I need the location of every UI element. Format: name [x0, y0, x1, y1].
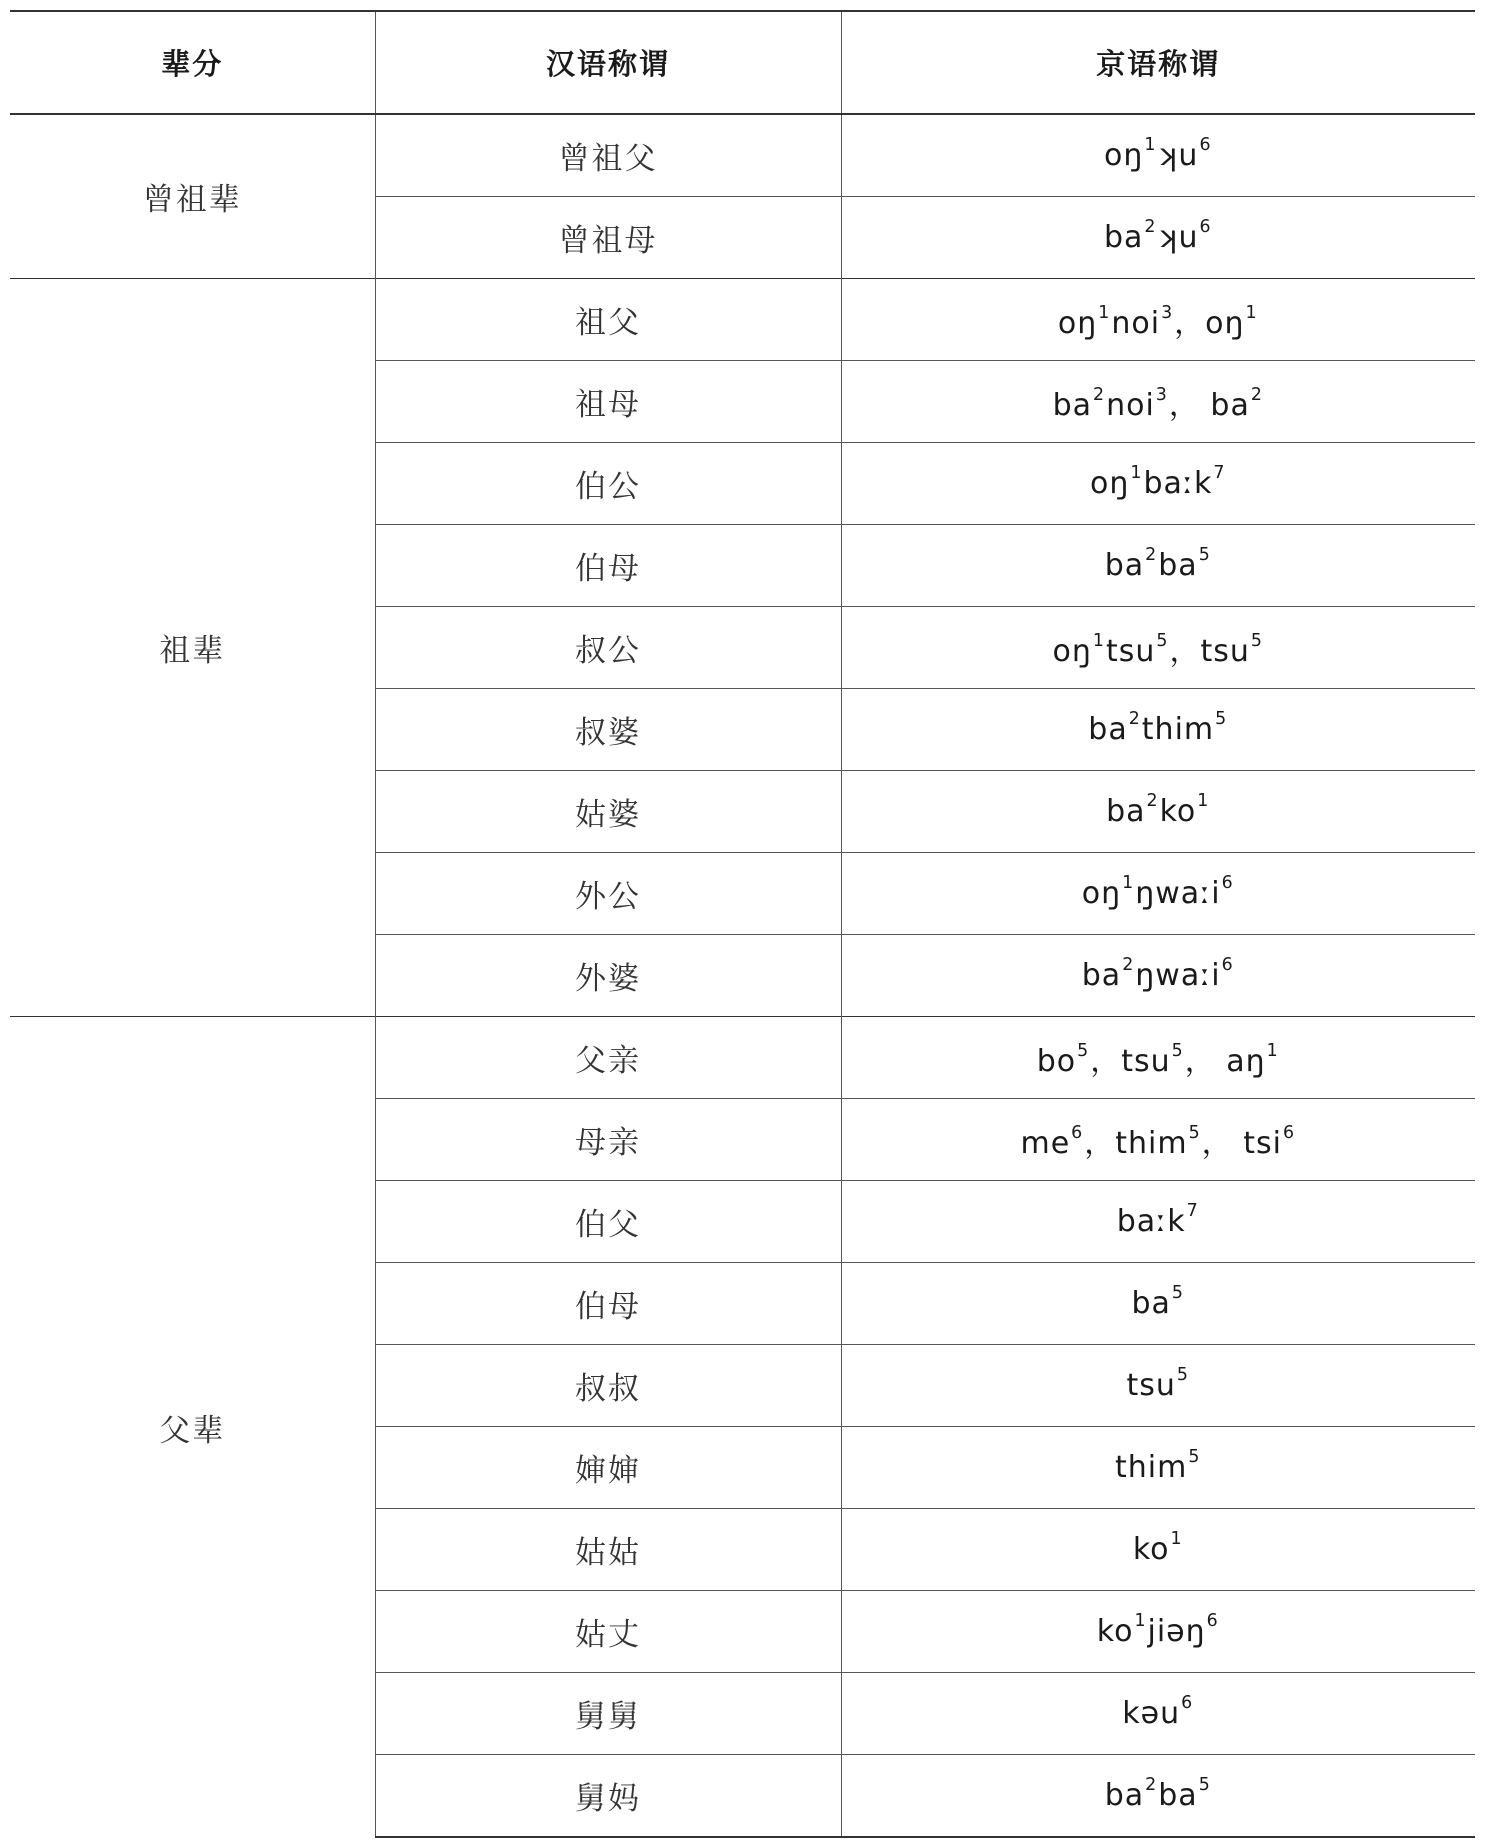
kinh-term-cell: $bo^5$，tsu$^5$， $aŋ^1$ [841, 1017, 1475, 1099]
kinh-term-cell: $oŋ^1ʞu^6$ [841, 114, 1475, 197]
table-row [10, 114, 1475, 197]
kinh-term-cell: kəu$^6$ [841, 1673, 1475, 1755]
chinese-term-cell: 母亲 [375, 1099, 841, 1181]
chinese-term-cell: 姑婆 [375, 771, 841, 853]
chinese-term-cell: 曾祖父 [375, 114, 841, 197]
header-row [10, 11, 1475, 114]
kinh-term-cell: $ba^2ŋwaːi^6$ [841, 935, 1475, 1017]
chinese-term-cell: 外公 [375, 853, 841, 935]
chinese-term-cell: 祖父 [375, 279, 841, 361]
kinh-term-cell: $ba^2ba^5$ [841, 1755, 1475, 1838]
chinese-term-cell: 舅舅 [375, 1673, 841, 1755]
generation-cell: 父辈 [10, 1017, 375, 1838]
kinh-term-cell: $ba^2ba^5$ [841, 525, 1475, 607]
chinese-term-cell: 祖母 [375, 361, 841, 443]
chinese-term-cell: 姑姑 [375, 1509, 841, 1591]
table-body [10, 114, 1475, 1837]
kinh-term-cell: baːk$^7$ [841, 1181, 1475, 1263]
kinh-term-cell: $me^6$，thim$^5$， tsi$^6$ [841, 1099, 1475, 1181]
chinese-term-cell: 叔叔 [375, 1345, 841, 1427]
kinh-term-cell: $ba^2noi^3$， $ba^2$ [841, 361, 1475, 443]
chinese-term-cell: 伯母 [375, 1263, 841, 1345]
table-header [10, 11, 1475, 114]
kinh-term-cell: $ko^1jiəŋ^6$ [841, 1591, 1475, 1673]
chinese-term-cell: 叔婆 [375, 689, 841, 771]
kinh-term-cell: $ko^1$ [841, 1509, 1475, 1591]
chinese-term-cell: 伯公 [375, 443, 841, 525]
kinh-term-cell: $ba^2ko^1$ [841, 771, 1475, 853]
generation-column-header: 辈分 [10, 11, 375, 114]
chinese-term-cell: 曾祖母 [375, 197, 841, 279]
table-row [10, 279, 1475, 361]
generation-cell: 祖辈 [10, 279, 375, 1017]
kinh-term-cell: $ba^2thim^5$ [841, 689, 1475, 771]
chinese-term-cell: 外婆 [375, 935, 841, 1017]
table-row [10, 1017, 1475, 1099]
chinese-term-cell: 父亲 [375, 1017, 841, 1099]
kinh-term-cell: thim$^5$ [841, 1427, 1475, 1509]
kinh-term-cell: $ba^5$ [841, 1263, 1475, 1345]
chinese-term-cell: 舅妈 [375, 1755, 841, 1838]
kinh-term-cell: $oŋ^1ŋwaːi^6$ [841, 853, 1475, 935]
kinh-term-column-header: 京语称谓 [841, 11, 1475, 114]
chinese-term-column-header: 汉语称谓 [375, 11, 841, 114]
kinh-term-cell: tsu$^5$ [841, 1345, 1475, 1427]
kinh-term-cell: $oŋ^1noi^3$，$oŋ^1$ [841, 279, 1475, 361]
chinese-term-cell: 姑丈 [375, 1591, 841, 1673]
chinese-term-cell: 伯母 [375, 525, 841, 607]
chinese-term-cell: 婶婶 [375, 1427, 841, 1509]
generation-cell: 曾祖辈 [142, 182, 242, 218]
kinh-term-cell: $ba^2ʞu^6$ [841, 197, 1475, 279]
kinh-term-cell: $oŋ^1tsu^5$，tsu$^5$ [841, 607, 1475, 689]
kinship-terms-table [10, 10, 1475, 1838]
chinese-term-cell: 伯父 [375, 1181, 841, 1263]
chinese-term-cell: 叔公 [375, 607, 841, 689]
kinh-term-cell: $oŋ^1baːk^7$ [841, 443, 1475, 525]
